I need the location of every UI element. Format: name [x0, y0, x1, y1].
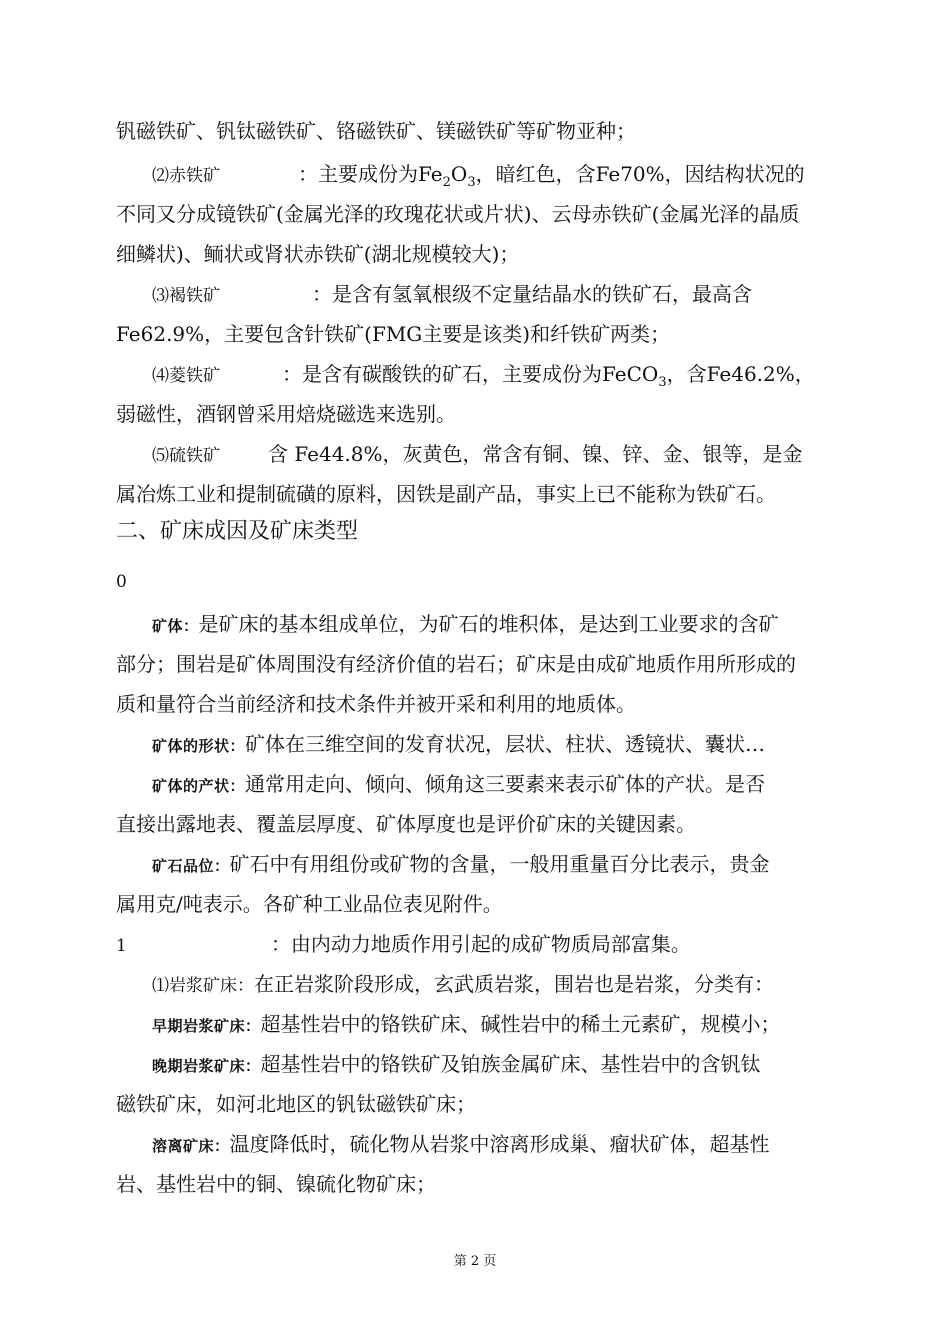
text-line: 弱磁性，酒钢曾采用焙烧磁选来选别。 — [116, 402, 456, 426]
paragraph-early-magmatic — [152, 1010, 826, 1040]
text-line: 质和量符合当前经济和技术条件并被开采和利用的地质体。 — [116, 692, 636, 716]
text-span: ，暗红色，含Fe70%，因结构状况的 — [475, 162, 805, 186]
text-span: 矿体在三维空间的发育状况，层状、柱状、透镜状、囊状… — [245, 732, 766, 756]
text-span: 在正岩浆阶段形成，玄武质岩浆，围岩也是岩浆，分类有： — [254, 972, 774, 996]
text-span: 矿石中有用组份或矿物的含量，一般用重量百分比表示，贵金 — [229, 852, 770, 876]
subscript: 3 — [467, 175, 476, 190]
text-span: ：是含有氢氧根级不定量结晶水的铁矿石，最高含 — [312, 282, 752, 306]
text-line: 磁铁矿床，如河北地区的钒钛磁铁矿床； — [116, 1092, 476, 1116]
item-label: ⑸硫铁矿 — [152, 446, 220, 466]
term-label: 早期岩浆矿床： — [152, 1017, 261, 1035]
paragraph-ore-shape — [152, 730, 826, 760]
item-label: ⑶褐铁矿 — [152, 286, 220, 306]
text-span: ：由内动力地质作用引起的成矿物质局部富集。 — [270, 932, 691, 956]
term-label: 矿体的产状： — [152, 777, 246, 795]
text-span: 超基性岩中的铬铁矿床、碱性岩中的稀土元素矿，规模小； — [260, 1012, 781, 1036]
term-label: 溶离矿床： — [152, 1137, 230, 1155]
paragraph-late-magmatic — [152, 1050, 826, 1080]
text-span: 通常用走向、倾向、倾角这三要素来表示矿体的产状。是否 — [245, 772, 766, 796]
paragraph-ore-occurrence — [152, 770, 826, 800]
text-span: ，含Fe46.2%， — [666, 362, 815, 386]
paragraph-liquation — [152, 1130, 826, 1160]
text-span: 是矿床的基本组成单位，为矿石的堆积体，是达到工业要求的含矿 — [198, 612, 779, 636]
text-line: Fe62.9%，主要包含针铁矿(FMG主要是该类)和纤铁矿两类； — [116, 322, 671, 346]
term-label: 矿体的形状： — [152, 737, 246, 755]
subscript: 3 — [658, 375, 667, 390]
term-label: 矿石品位： — [152, 857, 230, 875]
text-line: 部分；围岩是矿体周围没有经济价值的岩石；矿床是由成矿地质作用所形成的 — [116, 652, 796, 676]
item-label: ⑷菱铁矿 — [152, 366, 220, 386]
text-span: O — [450, 162, 468, 186]
text-span: 含 Fe44.8%，灰黄色，常含有铜、镍、锌、金、银等，是金 — [268, 442, 803, 466]
term-label: ⑴岩浆矿床： — [152, 976, 254, 996]
text-line: 直接出露地表、覆盖层厚度、矿体厚度也是评价矿床的关键因素。 — [116, 812, 696, 836]
paragraph-hematite — [152, 160, 826, 190]
paragraph-magmatic — [152, 970, 826, 1000]
text-line: 细鳞状)、鲕状或肾状赤铁矿(湖北规模较大)； — [116, 242, 520, 266]
text-span: ：是含有碳酸铁的矿石，主要成份为FeCO — [282, 362, 659, 386]
term-label: 矿体： — [152, 617, 199, 635]
text-line: 属用克/吨表示。各矿种工业品位表见附件。 — [116, 892, 503, 916]
section-number: 1 — [116, 936, 127, 956]
text-line: 岩、基性岩中的铜、镍硫化物矿床； — [116, 1172, 436, 1196]
term-label: 晚期岩浆矿床： — [152, 1057, 261, 1075]
section-number: 0 — [116, 572, 127, 592]
subscript: 2 — [442, 175, 451, 190]
text-line: 不同又分成镜铁矿(金属光泽的玫瑰花状或片状)、云母赤铁矿(金属光泽的晶质 — [116, 202, 800, 226]
page-number: 第 2 页 — [453, 1254, 497, 1269]
text-span: ：主要成份为Fe — [298, 162, 443, 186]
text-line: 钒磁铁矿、钒钛磁铁矿、铬磁铁矿、镁磁铁矿等矿物亚种； — [116, 119, 636, 143]
paragraph-endogenic — [116, 930, 826, 960]
paragraph-pyrite — [152, 440, 826, 470]
paragraph-limonite — [152, 280, 826, 310]
text-span: 超基性岩中的铬铁矿及铂族金属矿床、基性岩中的含钒钛 — [260, 1052, 761, 1076]
paragraph-siderite — [152, 360, 826, 390]
section-heading: 二、矿床成因及矿床类型 — [116, 519, 359, 544]
item-label: ⑵赤铁矿 — [152, 166, 220, 186]
paragraph-ore-body — [152, 610, 826, 640]
text-line: 属冶炼工业和提制硫磺的原料，因铁是副产品，事实上已不能称为铁矿石。 — [116, 482, 776, 506]
paragraph-ore-grade — [152, 850, 826, 880]
text-span: 温度降低时，硫化物从岩浆中溶离形成巢、瘤状矿体，超基性 — [229, 1132, 770, 1156]
